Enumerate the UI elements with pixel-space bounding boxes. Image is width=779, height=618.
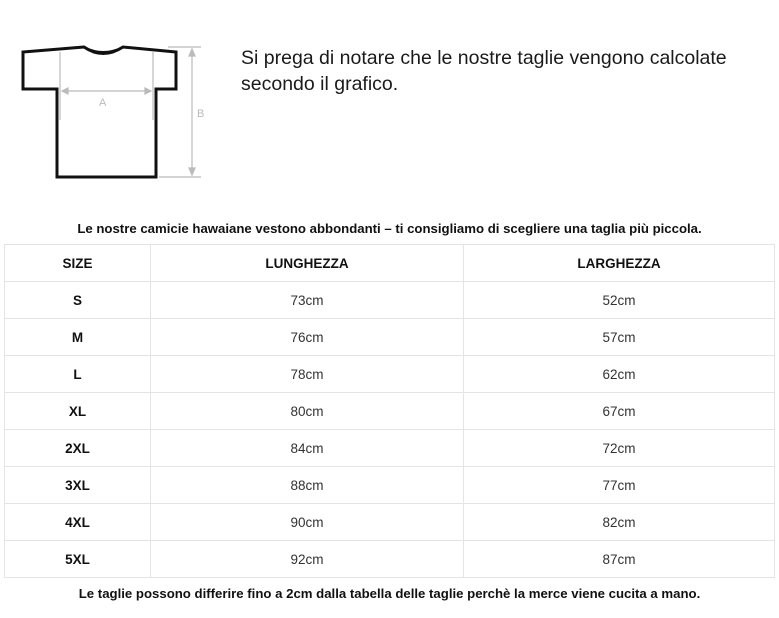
- table-row: [5, 282, 775, 319]
- size-cell: S: [5, 282, 151, 319]
- size-cell: L: [5, 356, 151, 393]
- size-cell: 5XL: [5, 541, 151, 578]
- length-dimension-line: [159, 47, 201, 177]
- table-row: [5, 356, 775, 393]
- length-cell: 80cm: [151, 393, 464, 430]
- width-cell: 72cm: [464, 430, 775, 467]
- length-cell: 84cm: [151, 430, 464, 467]
- fit-notice: Le nostre camicie hawaiane vestono abbondanti – ti consigliamo di scegliere una taglia più piccola.: [77, 221, 702, 236]
- width-cell: 62cm: [464, 356, 775, 393]
- width-dimension-line: [60, 52, 153, 120]
- width-cell: 87cm: [464, 541, 775, 578]
- handmade-notice: Le taglie possono differire fino a 2cm dalla tabella delle taglie perchè la merce viene cucita a mano.: [78, 586, 701, 601]
- size-cell: 3XL: [5, 467, 151, 504]
- table-header-row: [5, 245, 775, 282]
- length-cell: 92cm: [151, 541, 464, 578]
- width-cell: 77cm: [464, 467, 775, 504]
- table-row: [5, 541, 775, 578]
- table-row: [5, 430, 775, 467]
- size-cell: 2XL: [5, 430, 151, 467]
- table-row: [5, 319, 775, 356]
- header-width: LARGHEZZA: [464, 245, 775, 282]
- size-cell: M: [5, 319, 151, 356]
- length-cell: 73cm: [151, 282, 464, 319]
- width-cell: 67cm: [464, 393, 775, 430]
- length-cell: 76cm: [151, 319, 464, 356]
- table-row: [5, 504, 775, 541]
- shirt-measurement-diagram: [18, 40, 218, 186]
- width-cell: 52cm: [464, 282, 775, 319]
- width-cell: 57cm: [464, 319, 775, 356]
- length-cell: 90cm: [151, 504, 464, 541]
- width-cell: 82cm: [464, 504, 775, 541]
- size-cell: 4XL: [5, 504, 151, 541]
- header-size: SIZE: [5, 245, 151, 282]
- length-marker-label: B: [197, 108, 205, 120]
- width-marker-label: A: [99, 97, 107, 109]
- intro-text: Si prega di notare che le nostre taglie vengono calcolate secondo il grafico.: [241, 47, 727, 95]
- header-length: LUNGHEZZA: [151, 245, 464, 282]
- table-row: [5, 467, 775, 504]
- size-chart-table: [4, 244, 775, 578]
- table-row: [5, 393, 775, 430]
- length-cell: 88cm: [151, 467, 464, 504]
- size-cell: XL: [5, 393, 151, 430]
- length-cell: 78cm: [151, 356, 464, 393]
